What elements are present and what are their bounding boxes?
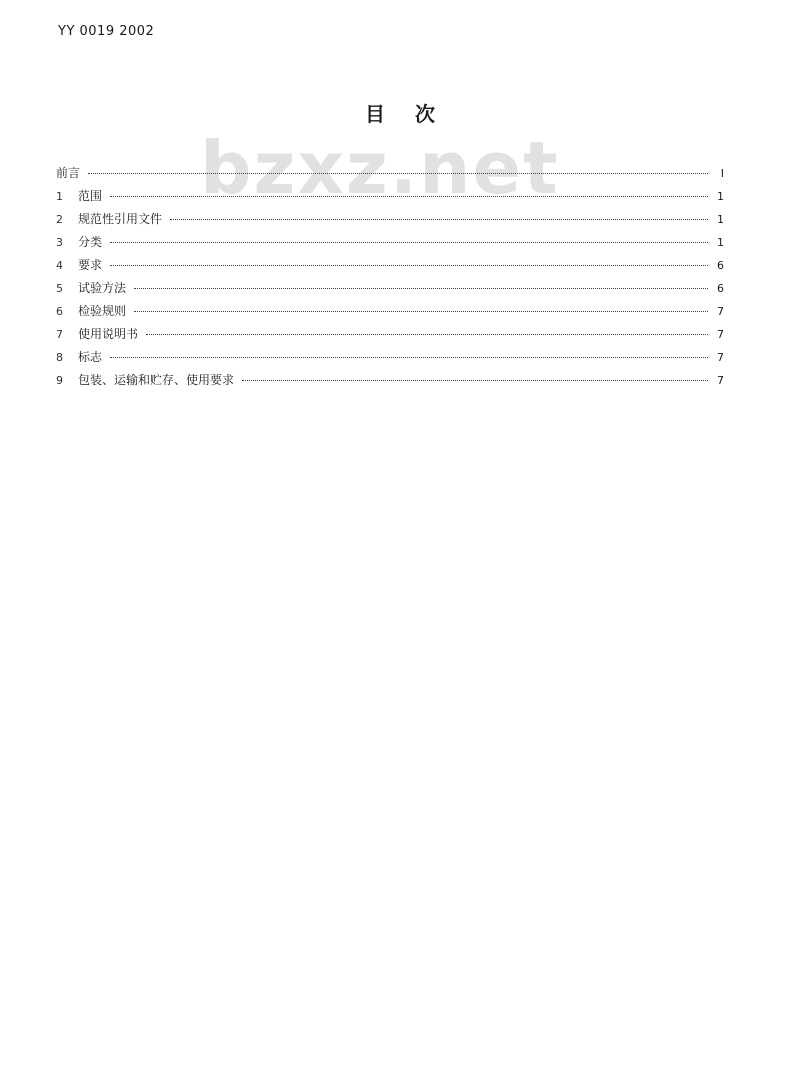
toc-leader-dots xyxy=(88,172,708,174)
toc-entry-label: 试验方法 xyxy=(78,281,127,295)
toc-entry-1[interactable] xyxy=(56,187,724,210)
toc-entry-number: 2 xyxy=(56,213,63,226)
toc-entry-7[interactable] xyxy=(56,325,724,348)
document-header-id: YY 0019 2002 xyxy=(58,24,155,39)
toc-entry-page: 6 xyxy=(717,282,724,295)
watermark: bzxz.net xyxy=(200,126,560,210)
toc-title-right: 次 xyxy=(415,102,435,126)
table-of-contents xyxy=(56,164,724,394)
toc-entry-page: 1 xyxy=(717,213,724,226)
toc-entry-label: 要求 xyxy=(78,258,103,272)
toc-entry-page: 6 xyxy=(717,259,724,272)
toc-leader-dots xyxy=(110,264,708,266)
toc-entry-8[interactable] xyxy=(56,348,724,371)
toc-entry-5[interactable] xyxy=(56,279,724,302)
toc-entry-page: 1 xyxy=(717,236,724,249)
toc-entry-label: 前言 xyxy=(56,166,81,180)
toc-entry-4[interactable] xyxy=(56,256,724,279)
toc-entry-number: 3 xyxy=(56,236,63,249)
toc-entry-page: 1 xyxy=(717,190,724,203)
toc-entry-number: 8 xyxy=(56,351,63,364)
toc-entry-6[interactable] xyxy=(56,302,724,325)
toc-entry-label: 检验规则 xyxy=(78,304,127,318)
toc-entry-page: 7 xyxy=(717,328,724,341)
toc-entry-page: 7 xyxy=(717,305,724,318)
toc-entry-3[interactable] xyxy=(56,233,724,256)
toc-entry-9[interactable] xyxy=(56,371,724,394)
toc-entry-number: 5 xyxy=(56,282,63,295)
toc-entry-label: 使用说明书 xyxy=(78,327,139,341)
toc-entry-page: 7 xyxy=(717,351,724,364)
toc-entry-label: 分类 xyxy=(78,235,103,249)
toc-leader-dots xyxy=(134,287,708,289)
toc-entry-label: 规范性引用文件 xyxy=(78,212,163,226)
toc-entry-number: 7 xyxy=(56,328,63,341)
toc-leader-dots xyxy=(170,218,708,220)
toc-entry-label: 包装、运输和贮存、使用要求 xyxy=(78,373,235,387)
toc-entry-number: 6 xyxy=(56,305,63,318)
toc-entry-page: 7 xyxy=(717,374,724,387)
toc-entry-label: 标志 xyxy=(78,350,103,364)
toc-leader-dots xyxy=(110,356,708,358)
toc-entry-label: 范围 xyxy=(78,189,103,203)
toc-leader-dots xyxy=(242,379,708,381)
toc-entry-number: 9 xyxy=(56,374,63,387)
toc-entry-2[interactable] xyxy=(56,210,724,233)
toc-leader-dots xyxy=(110,195,708,197)
toc-entry-page: I xyxy=(720,167,724,180)
toc-leader-dots xyxy=(134,310,708,312)
toc-entry-number: 1 xyxy=(56,190,63,203)
toc-entry-number: 4 xyxy=(56,259,63,272)
toc-entry-foreword[interactable] xyxy=(56,164,724,187)
toc-leader-dots xyxy=(146,333,708,335)
toc-title-left: 目 xyxy=(365,102,385,126)
toc-title xyxy=(340,98,460,127)
toc-leader-dots xyxy=(110,241,708,243)
